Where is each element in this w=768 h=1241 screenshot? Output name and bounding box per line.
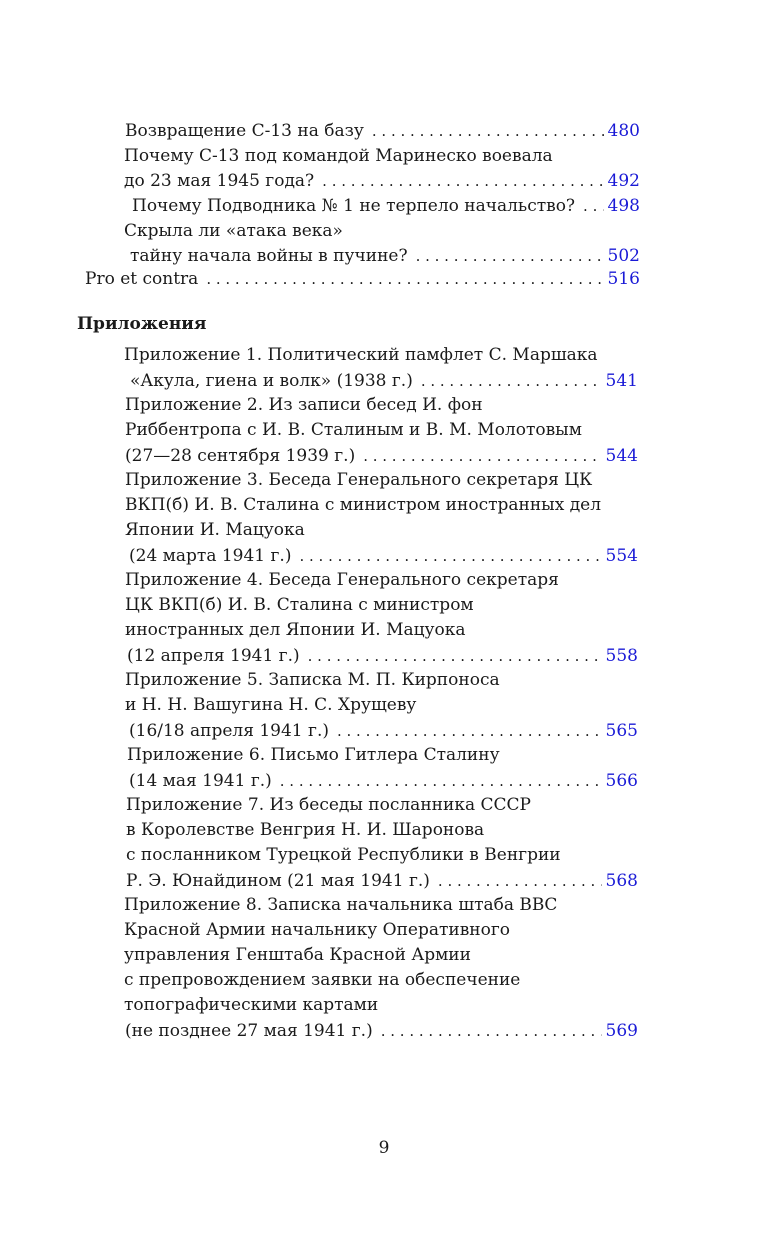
toc-page-number[interactable]: 544 bbox=[605, 446, 638, 466]
toc-entry-line: и Н. Н. Вашугина Н. С. Хрущеву bbox=[125, 695, 417, 715]
dot-leader bbox=[438, 869, 602, 894]
dot-leader bbox=[372, 119, 604, 144]
toc-entry[interactable] bbox=[125, 444, 638, 469]
toc-entry-title: (27—28 сентября 1939 г.) bbox=[125, 446, 356, 466]
toc-entry-line: в Королевстве Венгрия Н. И. Шаронова bbox=[126, 820, 485, 840]
toc-entry-line: Приложение 4. Беседа Генерального секретаря bbox=[125, 570, 559, 590]
toc-page-number[interactable]: 569 bbox=[605, 1021, 638, 1041]
toc-page-number[interactable]: 516 bbox=[607, 269, 640, 289]
toc-page-number[interactable]: 566 bbox=[605, 771, 638, 791]
toc-entry-title: «Акула, гиена и волк» (1938 г.) bbox=[130, 371, 413, 391]
toc-page-number[interactable]: 554 bbox=[605, 546, 638, 566]
toc-entry-title: Pro et contra bbox=[85, 269, 199, 289]
toc-entry[interactable] bbox=[125, 1019, 638, 1044]
dot-leader bbox=[299, 544, 601, 569]
toc-entry-line: ЦК ВКП(б) И. В. Сталина с министром bbox=[125, 595, 474, 615]
dot-leader bbox=[308, 644, 602, 669]
dot-leader bbox=[322, 169, 603, 194]
toc-page-number[interactable]: 480 bbox=[607, 121, 640, 141]
toc-entry[interactable] bbox=[130, 369, 638, 394]
dot-leader bbox=[206, 267, 603, 292]
toc-entry-line: Приложение 2. Из записи бесед И. фон bbox=[125, 395, 483, 415]
toc-entry-title: Р. Э. Юнайдином (21 мая 1941 г.) bbox=[126, 871, 430, 891]
toc-entry[interactable] bbox=[129, 719, 638, 744]
toc-entry-title: Почему Подводника № 1 не терпело начальство? bbox=[132, 196, 576, 216]
toc-entry-line: управления Генштаба Красной Армии bbox=[124, 945, 471, 965]
toc-entry-line: ВКП(б) И. В. Сталина с министром иностранных дел bbox=[125, 495, 602, 515]
toc-entry-line: Приложение 6. Письмо Гитлера Сталину bbox=[127, 745, 500, 765]
toc-entry[interactable] bbox=[129, 769, 638, 794]
toc-entry-line: с препровождением заявки на обеспечение bbox=[124, 970, 521, 990]
dot-leader bbox=[337, 719, 602, 744]
toc-entry-title: (12 апреля 1941 г.) bbox=[127, 646, 300, 666]
toc-entry-line: Почему С-13 под командой Маринеско воевала bbox=[124, 146, 553, 166]
toc-entry-title: (16/18 апреля 1941 г.) bbox=[129, 721, 329, 741]
toc-entry[interactable] bbox=[130, 244, 640, 269]
toc-entry-line: иностранных дел Японии И. Мацуока bbox=[125, 620, 466, 640]
toc-entry[interactable] bbox=[85, 267, 640, 292]
toc-entry[interactable] bbox=[125, 119, 640, 144]
dot-leader bbox=[280, 769, 602, 794]
toc-entry-title: до 23 мая 1945 года? bbox=[124, 171, 315, 191]
toc-page-number[interactable]: 565 bbox=[605, 721, 638, 741]
toc-entry[interactable] bbox=[129, 544, 638, 569]
toc-entry[interactable] bbox=[127, 644, 638, 669]
dot-leader bbox=[583, 194, 604, 219]
toc-entry-line: с посланником Турецкой Республики в Венгрии bbox=[126, 845, 561, 865]
dot-leader bbox=[421, 369, 602, 394]
toc-entry-line: Скрыла ли «атака века» bbox=[124, 221, 343, 241]
toc-entry-line: Риббентропа с И. В. Сталиным и В. М. Молотовым bbox=[125, 420, 582, 440]
toc-entry-line: Японии И. Мацуока bbox=[125, 520, 305, 540]
toc-entry-title: тайну начала войны в пучине? bbox=[130, 246, 408, 266]
toc-page-number[interactable]: 568 bbox=[605, 871, 638, 891]
toc-page-number[interactable]: 498 bbox=[607, 196, 640, 216]
toc-entry[interactable] bbox=[126, 869, 638, 894]
page-number: 9 bbox=[378, 1138, 390, 1158]
toc-entry[interactable] bbox=[124, 169, 640, 194]
toc-entry-title: (24 марта 1941 г.) bbox=[129, 546, 292, 566]
toc-entry-title: Возвращение С-13 на базу bbox=[125, 121, 364, 141]
toc-page-number[interactable]: 558 bbox=[605, 646, 638, 666]
toc-entry-line: Приложение 8. Записка начальника штаба ВВС bbox=[124, 895, 558, 915]
toc-entry-line: Приложение 3. Беседа Генерального секретаря ЦК bbox=[125, 470, 593, 490]
toc-entry-line: Красной Армии начальнику Оперативного bbox=[124, 920, 510, 940]
toc-entry[interactable] bbox=[132, 194, 640, 219]
section-heading: Приложения bbox=[77, 314, 207, 334]
toc-entry-line: топографическими картами bbox=[124, 995, 379, 1015]
toc-entry-title: (не позднее 27 мая 1941 г.) bbox=[125, 1021, 373, 1041]
dot-leader bbox=[363, 444, 601, 469]
toc-entry-title: (14 мая 1941 г.) bbox=[129, 771, 272, 791]
toc-entry-line: Приложение 5. Записка М. П. Кирпоноса bbox=[125, 670, 500, 690]
toc-page-number[interactable]: 541 bbox=[605, 371, 638, 391]
dot-leader bbox=[416, 244, 604, 269]
toc-page-number[interactable]: 502 bbox=[607, 246, 640, 266]
toc-page-number[interactable]: 492 bbox=[607, 171, 640, 191]
dot-leader bbox=[381, 1019, 602, 1044]
toc-entry-line: Приложение 1. Политический памфлет С. Маршака bbox=[124, 345, 598, 365]
toc-entry-line: Приложение 7. Из беседы посланника СССР bbox=[126, 795, 531, 815]
